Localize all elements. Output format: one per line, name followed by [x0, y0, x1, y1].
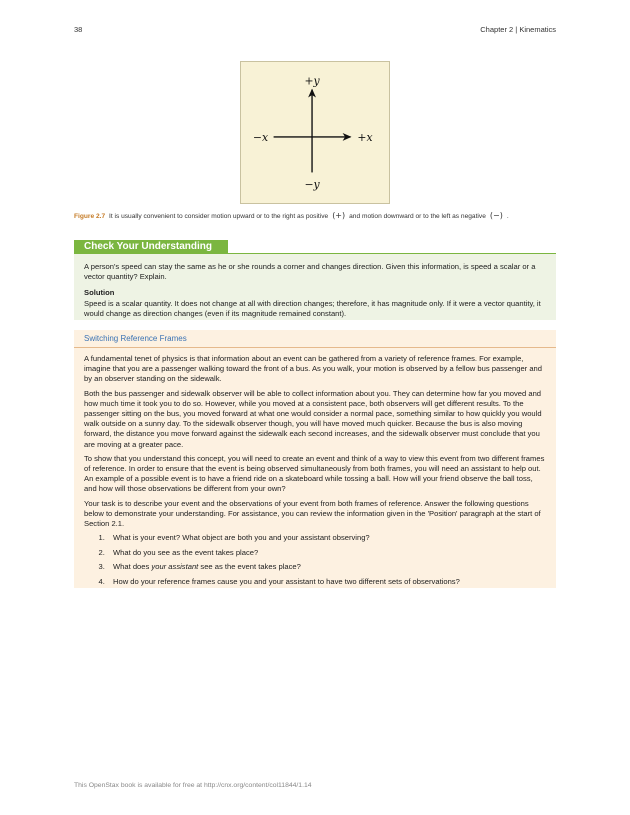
minus-x-label: −x — [252, 130, 269, 144]
axis-figure — [240, 61, 390, 204]
switching-frames-box — [74, 330, 556, 588]
negative-symbol: (−) — [489, 211, 503, 220]
plus-x-label: +x — [357, 130, 373, 144]
axis-diagram — [241, 62, 389, 203]
srf-paragraph: Your task is to describe your event and the observations of your event from both frames of reference. Answer the following questions below to demonstrate your understanding. For assistance, you can review the information given in the 'Position' paragraph at the start of Section 2.1. — [84, 498, 541, 529]
question-item — [107, 562, 546, 572]
question-list — [84, 533, 546, 587]
switching-frames-rule — [74, 347, 556, 348]
q3-after: see as the event takes place? — [198, 562, 301, 572]
positive-symbol: (+) — [332, 211, 346, 220]
minus-y-label: −y — [304, 178, 320, 192]
question-item: 4. How do your reference frames cause you and your assistant to have two different sets of observations? — [107, 577, 546, 587]
srf-paragraph: To show that you understand this concept, you will need to create an event and think of a way to view this event from two different frames of reference. In order to ensure that the event is being observed simultaneously from both frames, you will need an assistant to help out. An example of a possible event is to have a friend ride on a skateboard while tossing a ball. How will your friend observe the ball toss, and how will those observations be different from your own? — [84, 453, 545, 494]
srf-paragraph: Both the bus passenger and sidewalk observer will be able to collect information about you. They can determine how far you moved and how much time it took you to do so. However, while you moved at a consistent pace, both observers will get different results. To the passenger sitting on the bus, you moved forward at what one would consider a normal pace, something similar to how quickly you would walk outside on a sunny day. To the sidewalk observer though, you will have moved much quicker. Because the bus is also moving forward, the distance you move forward against the sidewalk each second increases, and the sidewalk observer must conclude that you are moving at a greater pace. — [84, 388, 542, 449]
cyu-question: A person's speed can stay the same as he or she rounds a corner and changes direction. Given this information, is speed a scalar or a vector quantity? Explain. — [84, 262, 536, 282]
switching-frames-title: Switching Reference Frames — [84, 334, 187, 343]
page-number: 38 — [74, 25, 83, 34]
solution-text: Speed is a scalar quantity. It does not change at all with direction changes; therefore, it has magnitude only. If it were a vector quantity, it would change as direction changes (even if its magnitude remained constant). — [84, 298, 541, 318]
srf-paragraph: A fundamental tenet of physics is that information about an event can be gathered from a variety of reference frames. For example, imagine that you are a passenger walking toward the front of a bus. As you walk, your motion is observed by a fellow bus passenger and by an observer standing on the sidewalk. — [84, 354, 542, 384]
figure-caption — [74, 211, 556, 221]
plus-y-label: +y — [304, 74, 320, 88]
footer-note: This OpenStax book is available for free at http://cnx.org/content/col11844/1.14 — [74, 782, 312, 789]
q3-before: What does — [113, 562, 152, 572]
caption-text-2: and motion downward or to the left as negative — [349, 213, 486, 220]
chapter-header: Chapter 2 | Kinematics — [480, 25, 556, 34]
caption-text-1: It is usually convenient to consider motion upward or to the right as positive — [109, 213, 329, 220]
check-understanding-heading: Check Your Understanding — [74, 240, 228, 253]
check-understanding-box — [74, 254, 556, 320]
caption-end: . — [506, 213, 509, 220]
question-item: 2. What do you see as the event takes place? — [107, 548, 546, 558]
q3-emphasis: your assistant — [151, 562, 199, 572]
solution-heading: Solution — [84, 288, 115, 298]
figure-label: Figure 2.7 — [74, 213, 106, 220]
question-item: 1. What is your event? What object are both you and your assistant observing? — [107, 533, 546, 543]
